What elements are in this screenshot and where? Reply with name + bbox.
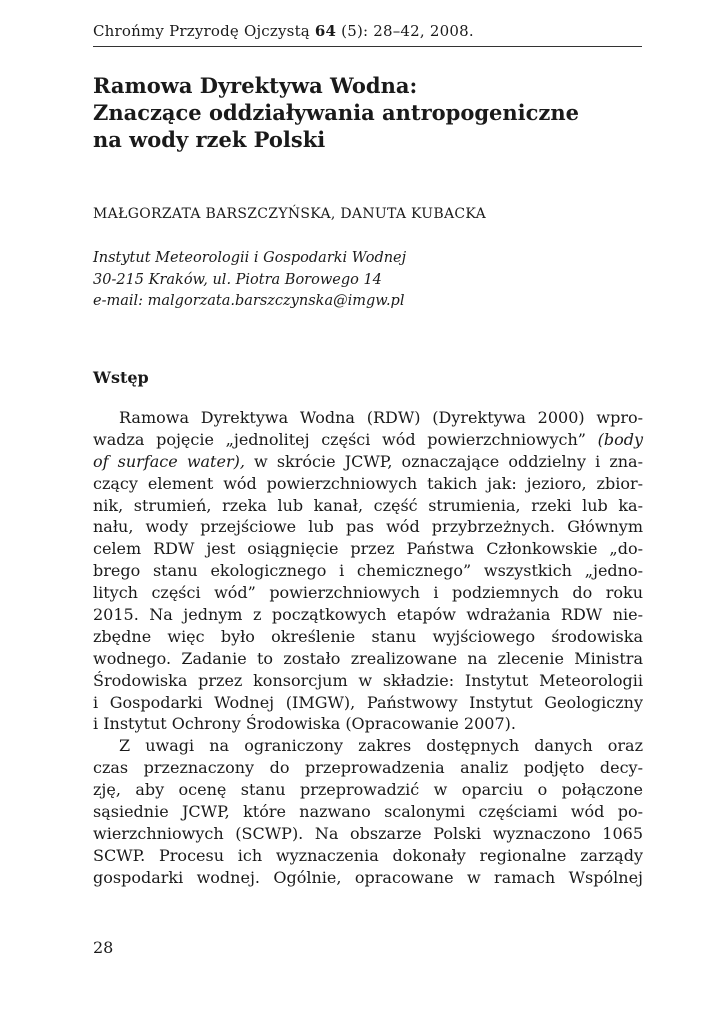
text-line: litych części wód” powierzchniowych i podziemnych do roku — [93, 583, 643, 603]
body-text — [93, 407, 643, 889]
text-line: czący element wód powierzchniowych takich jak: jezioro, zbior- — [93, 473, 643, 493]
text-line: gospodarki wodnej. Ogólnie, opracowane w ramach Wspólnej — [93, 867, 643, 887]
authors: MAŁGORZATA BARSZCZYŃSKA, DANUTA KUBACKA — [93, 206, 486, 222]
text-line: nik, strumień, rzeka lub kanał, część strumienia, rzeki lub ka- — [93, 495, 643, 515]
text-line: Środowiska przez konsorcjum w składzie: Instytut Meteorologii — [93, 670, 643, 690]
title-line: Znaczące oddziaływania antropogeniczne — [93, 100, 579, 125]
institute-address: 30-215 Kraków, ul. Piotra Borowego 14 — [93, 271, 382, 288]
text-line: Ramowa Dyrektywa Wodna (RDW) (Dyrektywa 2000) wpro- — [119, 408, 643, 427]
page-number: 28 — [93, 938, 114, 957]
text-segment: w skrócie JCWP, oznaczające oddzielny i zna- — [254, 451, 643, 471]
journal-issue: (5): 28–42, 2008. — [341, 22, 474, 40]
section-heading: Wstęp — [93, 368, 149, 387]
text-line: czas przeznaczony do przeprowadzenia analiz podjęto decy- — [93, 758, 643, 778]
text-segment-italic: of surface water), — [93, 451, 245, 471]
text-line: i Gospodarki Wodnej (IMGW), Państwowy Instytut Geologiczny — [93, 692, 643, 712]
affiliation — [93, 248, 406, 313]
article-title — [93, 72, 653, 153]
author-email: e-mail: malgorzata.barszczynska@imgw.pl — [93, 293, 405, 309]
text-line: wierzchniowych (SCWP). Na obszarze Polski wyznaczono 1065 — [93, 823, 643, 843]
text-line: Z uwagi na ograniczony zakres dostępnych danych oraz — [119, 736, 643, 756]
journal-name: Chrońmy Przyrodę Ojczystą — [93, 22, 310, 40]
text-line: i Instytut Ochrony Środowiska (Opracowanie 2007). — [93, 714, 516, 734]
title-line: na wody rzek Polski — [93, 127, 326, 152]
text-line — [93, 451, 643, 473]
text-line: wodnego. Zadanie to zostało zrealizowane na zlecenie Ministra — [93, 648, 643, 668]
text-line: 2015. Na jednym z początkowych etapów wdrażania RDW nie- — [93, 605, 643, 625]
institute-name: Instytut Meteorologii i Gospodarki Wodnej — [93, 250, 407, 266]
journal-volume: 64 — [314, 22, 337, 40]
header-rule — [93, 46, 642, 47]
text-line: zję, aby ocenę stanu przeprowadzić w oparciu o połączone — [93, 780, 643, 800]
text-line: zbędne więc było określenie stanu wyjściowego środowiska — [93, 626, 643, 646]
text-segment: wadza pojęcie „jednolitej części wód powierzchniowych” — [93, 429, 586, 449]
title-line: Ramowa Dyrektywa Wodna: — [93, 73, 418, 98]
text-line: nału, wody przejściowe lub pas wód przybrzeżnych. Głównym — [93, 517, 643, 537]
text-line: sąsiednie JCWP, które nazwano scalonymi częściami wód po- — [93, 802, 643, 822]
text-line — [93, 429, 643, 451]
text-line: brego stanu ekologicznego i chemicznego” wszystkich „jedno- — [93, 561, 643, 581]
running-head — [93, 22, 474, 40]
text-line: celem RDW jest osiągnięcie przez Państwa Członkowskie „do- — [93, 539, 643, 559]
text-segment-italic: (body — [597, 429, 643, 449]
text-line: SCWP. Procesu ich wyznaczenia dokonały regionalne zarządy — [93, 845, 643, 865]
